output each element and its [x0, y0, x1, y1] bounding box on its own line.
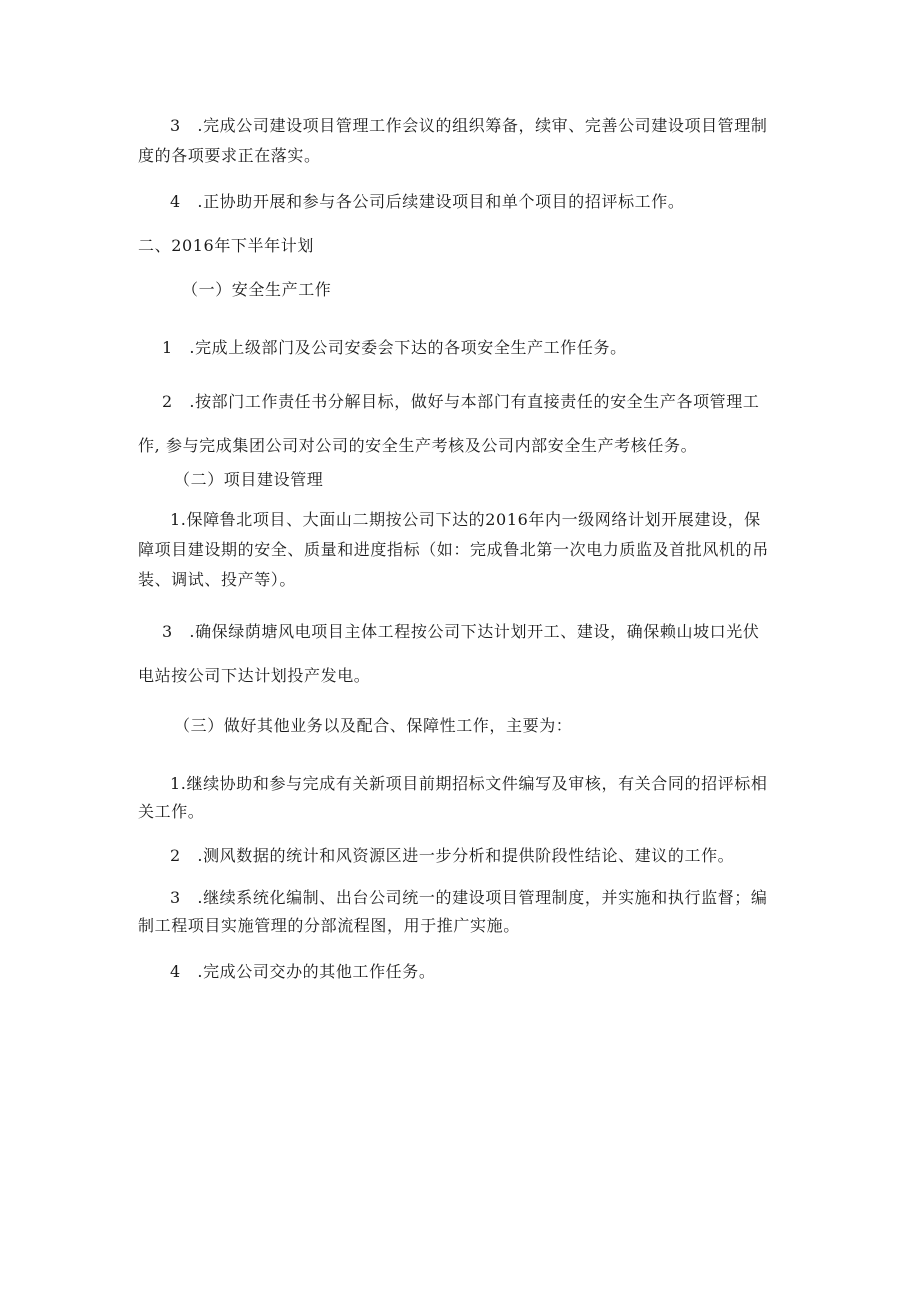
paragraph-line: 装、调试、投产等）。: [138, 570, 297, 589]
paragraph-line: 3 .确保绿荫塘风电项目主体工程按公司下达计划开工、建设，确保赖山坡口光伏: [162, 622, 760, 641]
subsection-heading: （三）做好其他业务以及配合、保障性工作，主要为：: [174, 716, 573, 735]
subsection-heading: （二）项目建设管理: [174, 470, 324, 489]
paragraph-line: 制工程项目实施管理的分部流程图，用于推广实施。: [138, 916, 520, 935]
paragraph-line: 作, 参与完成集团公司对公司的安全生产考核及公司内部安全生产考核任务。: [138, 436, 698, 455]
paragraph-line: 2 .测风数据的统计和风资源区进一步分析和提供阶段性结论、建议的工作。: [170, 846, 735, 865]
paragraph-line: 1.继续协助和参与完成有关新项目前期招标文件编写及审核，有关合同的招评标相: [170, 774, 768, 793]
paragraph-line: 障项目建设期的安全、质量和进度指标（如：完成鲁北第一次电力质监及首批风机的吊: [138, 540, 769, 559]
paragraph-line: 电站按公司下达计划投产发电。: [138, 666, 371, 685]
paragraph-line: 4 .完成公司交办的其他工作任务。: [170, 962, 436, 981]
paragraph-line: 1 .完成上级部门及公司安委会下达的各项安全生产工作任务。: [162, 338, 627, 357]
paragraph-line: 3 .完成公司建设项目管理工作会议的组织筹备，续审、完善公司建设项目管理制: [170, 116, 768, 135]
paragraph-line: 2 .按部门工作责任书分解目标，做好与本部门有直接责任的安全生产各项管理工: [162, 392, 760, 411]
paragraph-line: 1.保障鲁北项目、大面山二期按公司下达的2016年内一级网络计划开展建设，保: [170, 510, 761, 529]
paragraph-line: 4 .正协助开展和参与各公司后续建设项目和单个项目的招评标工作。: [170, 192, 685, 211]
paragraph-line: 度的各项要求正在落实。: [138, 146, 321, 165]
section-heading: 二、2016年下半年计划: [138, 236, 314, 255]
paragraph-line: 关工作。: [138, 802, 205, 821]
subsection-heading: （一）安全生产工作: [182, 280, 332, 299]
paragraph-line: 3 .继续系统化编制、出台公司统一的建设项目管理制度，并实施和执行监督；编: [170, 888, 768, 907]
